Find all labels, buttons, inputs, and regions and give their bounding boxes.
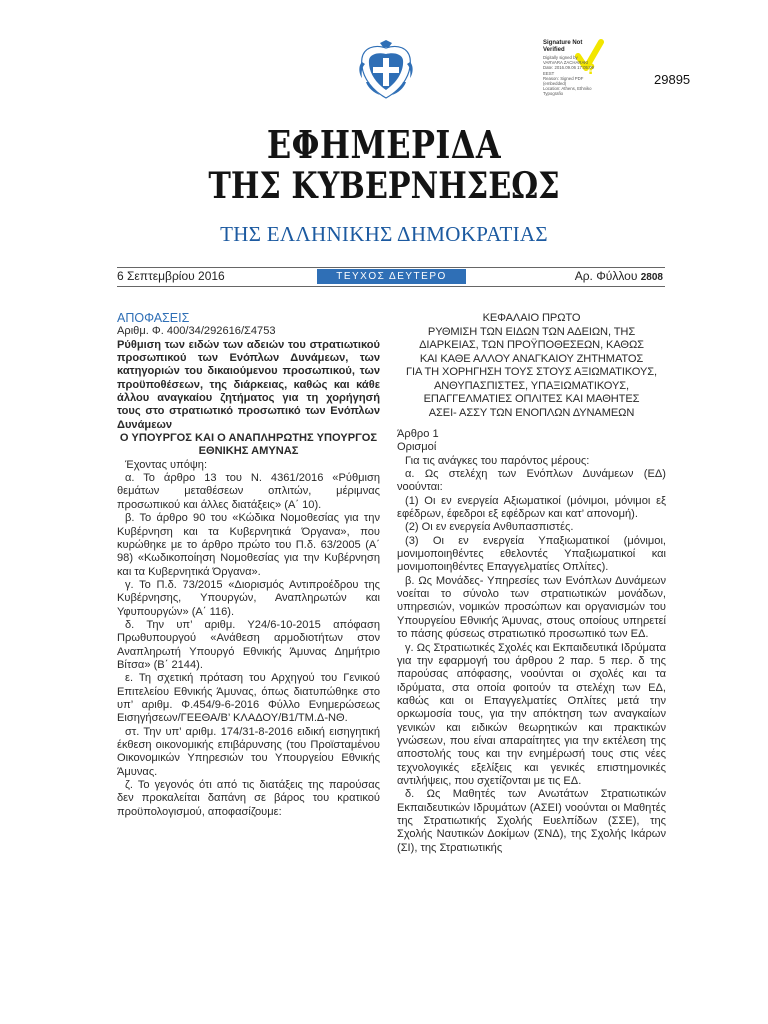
- chapter-line: ΔΙΑΡΚΕΙΑΣ, ΤΩΝ ΠΡΟΫΠΟΘΕΣΕΩΝ, ΚΑΘΩΣ: [419, 339, 644, 351]
- paragraph: δ. Την υπ’ αριθμ. Υ24/6-10-2015 απόφαση Πρωθυπουργού «Ανάθεση αρμοδιοτήτων στον Αναπληρωτή Υπουργό Εθνικής Άμυνας Δημήτριο Βίτσα» (Β΄ 2144).: [117, 618, 380, 671]
- paragraph: (3) Οι εν ενεργεία Υπαξιωματικοί (μόνιμοι, μονιμοποιηθέντες εθελοντές Υπαξιωματικοί και μονιμοποιηθέντες Επαγγελματίες Οπλίτες).: [397, 534, 666, 574]
- signature-line: (embedded): [543, 81, 567, 87]
- signature-line: Location: Athens, Ethniko: [543, 86, 592, 92]
- paragraph: στ. Την υπ’ αριθμ. 174/31-8-2016 ειδική εισηγητική έκθεση οικονομικής επιβάρυνσης (του Προϊσταμένου Οικονομικών Υπηρεσιών του Υπουργείου Εθνικής Άμυνας.: [117, 725, 380, 778]
- section-heading: ΑΠΟΦΑΣΕΙΣ: [117, 311, 190, 325]
- series-badge: ΤΕΥΧΟΣ ΔΕΥΤΕΡΟ: [317, 269, 466, 284]
- gazette-title-line2: ΤΗΣ ΚΥΒΕΡΝΗΣΕΩΣ: [208, 165, 560, 207]
- paragraph: (1) Οι εν ενεργεία Αξιωματικοί (μόνιμοι, μόνιμοι εξ εφέδρων, έφεδροι εξ εφέδρων και κατ’ απονομή).: [397, 494, 666, 521]
- sheet-label: Αρ. Φύλλου: [574, 269, 638, 283]
- page-number: 29895: [654, 72, 691, 87]
- chapter-line: ΡΥΘΜΙΣΗ ΤΩΝ ΕΙΔΩΝ ΤΩΝ ΑΔΕΙΩΝ, ΤΗΣ: [427, 325, 636, 338]
- paragraph: δ. Ως Μαθητές των Ανωτάτων Στρατιωτικών Εκπαιδευτικών Ιδρυμάτων (ΑΣΕΙ) νοούνται οι Μαθητές της Στρατιωτικής Σχολής Ευελπίδων (ΣΣΕ), της Σχολής Ναυτικών Δοκίμων (ΣΝΔ), της Σχολής Ικάρων (ΣΙ), της Στρατιωτικής: [397, 788, 666, 854]
- paragraph: γ. Το Π.δ. 73/2015 «Διορισμός Αντιπροέδρου της Κυβέρνησης, Υπουργών, Αναπληρωτών και Υφυπουργών» (Α΄ 116).: [117, 578, 380, 618]
- gazette-subtitle: ΤΗΣ ΕΛΛΗΝΙΚΗΣ ΔΗΜΟΚΡΑΤΙΑΣ: [220, 222, 548, 246]
- chapter-line: ΑΝΘΥΠΑΣΠΙΣΤΕΣ, ΥΠΑΞΙΩΜΑΤΙΚΟΥΣ,: [433, 379, 630, 392]
- chapter-heading: [397, 312, 666, 420]
- paragraph: ε. Τη σχετική πρόταση του Αρχηγού του Γενικού Επιτελείου Εθνικής Άμυνας, όπως διατυπώθηκε στο υπ’ αριθμ. Φ.454/9-6-2016 Φύλλο Ενημερώσεως Εισηγήσεων/ΓΕΕΘΑ/Β’ ΚΛΑΔΟΥ/Β1/ΤΜ.Δ-ΝΘ.: [117, 672, 380, 725]
- article-subtitle: Ορισμοί: [397, 441, 437, 454]
- signature-line: Date: 2016.09.06 17:05:09: [543, 65, 594, 71]
- svg-text:?: ?: [587, 62, 596, 78]
- paragraph: α. Το άρθρο 13 του Ν. 4361/2016 «Ρύθμιση θεμάτων μεταθέσεων οπλιτών, μέριμνας προσωπικού και άλλες διατάξεις» (Α΄ 10).: [117, 472, 380, 511]
- chapter-line: ΕΠΑΓΓΕΛΜΑΤΙΕΣ ΟΠΛΙΤΕΣ ΚΑΙ ΜΑΘΗΤΕΣ: [423, 393, 640, 405]
- greek-coat-of-arms-icon: [356, 38, 416, 104]
- signature-line: Reason: Signed PDF: [543, 75, 584, 81]
- paragraph: α. Ως στελέχη των Ενόπλων Δυνάμεων (ΕΔ) νοούνται:: [397, 468, 666, 494]
- paragraph: ζ. Το γεγονός ότι από τις διατάξεις της παρούσας δεν προκαλείται δαπάνη σε βάρος του κρατικού προϋπολογισμού, αποφασίζουμε:: [117, 779, 380, 818]
- paragraph: (2) Οι εν ενεργεία Ανθυπασπιστές.: [405, 521, 574, 534]
- chapter-line: ΑΣΕΙ- ΑΣΣΥ ΤΩΝ ΕΝΟΠΛΩΝ ΔΥΝΑΜΕΩΝ: [428, 406, 635, 419]
- signature-line: VARVARA ZACHARAKI: [543, 60, 589, 66]
- chapter-line: ΓΙΑ ΤΗ ΧΟΡΗΓΗΣΗ ΤΟΥΣ ΣΤΟΥΣ ΑΞΙΩΜΑΤΙΚΟΥΣ,: [406, 366, 657, 378]
- signature-line: EEST: [543, 70, 555, 76]
- issue-date: 6 Σεπτεμβρίου 2016: [117, 269, 225, 283]
- paragraph: γ. Ως Στρατιωτικές Σχολές και Εκπαιδευτικά Ιδρύματα για την εφαρμογή του άρθρου 2 παρ. 5 περ. δ της παρούσας απόφασης, νοούνται οι σχολές και τα ιδρύματα, στα οποία φοιτούν τα στελέχη των ΕΔ, καθώς και οι Επαγγελματίες Οπλίτες μετά την ορκωμοσία τους, για την απόκτηση των αναγκαίων γενικών και ειδικών θεωρητικών και πρακτικών γνώσεων, που είναι απαραίτητες για την εκτέλεση της αποστολής τους και την ενημέρωσή τους στις νέες τεχνολογικές εξελίξεις και γενικές επιστημονικές αντιλήψεις, που σχετίζονται με τις ΕΔ.: [397, 641, 666, 787]
- minister-heading: Ο ΥΠΟΥΡΓΟΣ ΚΑΙ Ο ΑΝΑΠΛΗΡΩΤΗΣ ΥΠΟΥΡΓΟΣ ΕΘΝΙΚΗΣ ΑΜΥΝΑΣ: [119, 432, 378, 458]
- bottom-divider: [117, 286, 665, 287]
- signature-title: Signature Not Verified: [543, 40, 583, 53]
- article-title: Άρθρο 1: [397, 428, 439, 440]
- issue-info-bar: [117, 268, 665, 286]
- gazette-title-line1: ΕΦΗΜΕΡΙΔΑ: [266, 122, 502, 167]
- left-column: [117, 312, 380, 819]
- digital-signature-stamp: [543, 40, 635, 102]
- decision-number: Αριθμ. Φ. 400/34/292616/Σ4753: [117, 325, 276, 338]
- paragraph: β. Το άρθρο 90 του «Κώδικα Νομοθεσίας για την Κυβέρνηση και τα Κυβερνητικά Όργανα», που κυρώθηκε με το άρθρο πρώτο του Π.δ. 63/2005 (Α΄ 98) «Κωδικοποίηση Νομοθεσίας για την Κυβέρνηση και τα Κυβερνητικά Όργανα».: [117, 512, 380, 578]
- sheet-number: [575, 269, 663, 283]
- signature-line: Typografio: [543, 91, 564, 97]
- chapter-line: ΚΕΦΑΛΑΙΟ ΠΡΩΤΟ: [482, 312, 581, 324]
- sheet-value: 2808: [640, 272, 663, 283]
- decision-title: Ρύθμιση των ειδών των αδειών του στρατιωτικού προσωπικού των Ενόπλων Δυνάμεων, των κατηγοριών του δικαιούμενου προσωπικού, των προϋποθέσεων, της διάρκειας, καθώς και κάθε άλλου αναγκαίου ζητήματος για τη χορήγησή τους στο στρατιωτικό προσωπικό των Ενόπλων Δυνάμεων: [117, 338, 380, 431]
- considering-label: Έχοντας υπόψη:: [125, 458, 208, 471]
- chapter-line: ΚΑΙ ΚΑΘΕ ΑΛΛΟΥ ΑΝΑΓΚΑΙΟΥ ΖΗΤΗΜΑΤΟΣ: [419, 352, 644, 365]
- right-column: [397, 312, 666, 855]
- signature-line: Digitally signed by: [543, 55, 578, 60]
- paragraph: Για τις ανάγκες του παρόντος μέρους:: [405, 454, 590, 467]
- paragraph: β. Ως Μονάδες- Υπηρεσίες των Ενόπλων Δυνάμεων νοείται το σύνολο των στρατιωτικών μονάδων, υπηρεσιών, νομικών προσώπων και οργανισμών του Υπουργείου Εθνικής Άμυνας, στους οποίους υπηρετεί το πάσης φύσεως στρατιωτικό προσωπικό των ΕΔ.: [397, 574, 666, 641]
